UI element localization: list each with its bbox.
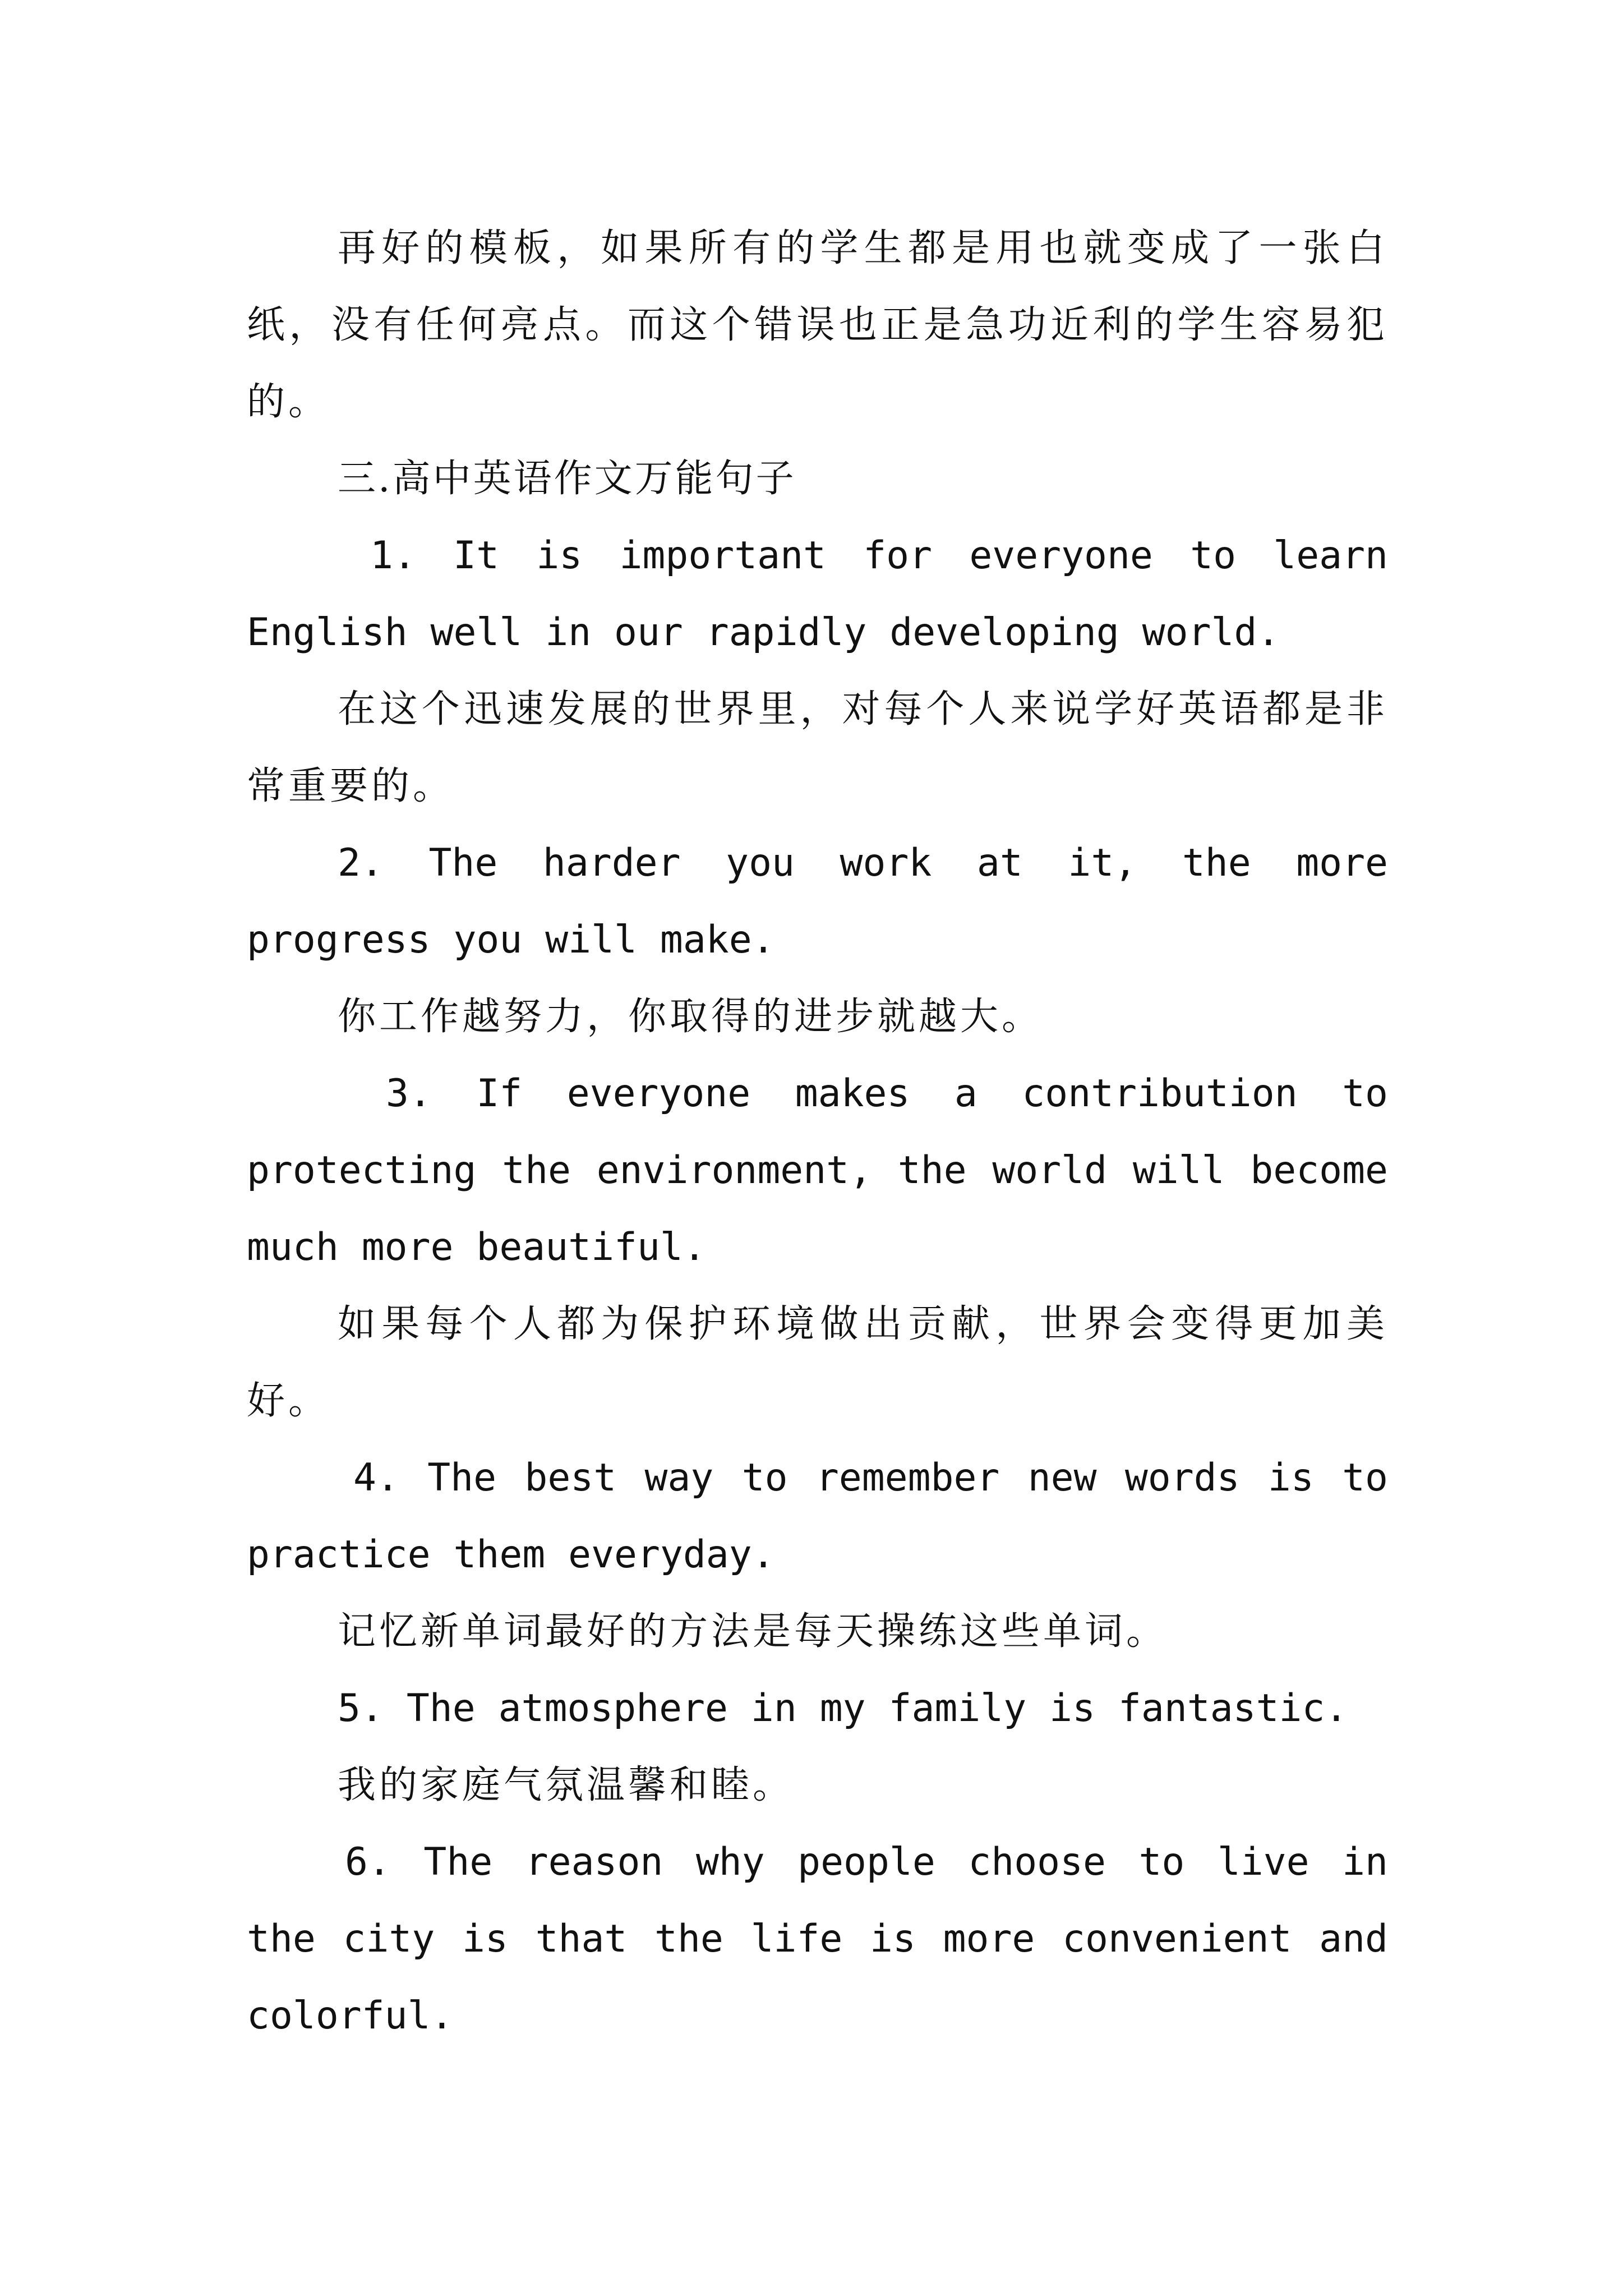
sentence-1-chinese: 在这个迅速发展的世界里，对每个人来说学好英语都是非常重要的。 [247, 687, 1388, 808]
sentence-2-chinese: 你工作越努力，你取得的进步就越大。 [338, 995, 1044, 1039]
sentence-5-english: 5. The atmosphere in my family is fantastic. [338, 1686, 1348, 1731]
sentence-1-english: 1. It is important for everyone to learn English well in our rapidly developing world. [247, 533, 1388, 655]
sentence-2-english: 2. The harder you work at it, the more progress you will make. [247, 841, 1388, 962]
sentence-4-chinese: 记忆新单词最好的方法是每天操练这些单词。 [338, 1609, 1168, 1654]
intro-paragraph: 再好的模板，如果所有的学生都是用也就变成了一张白纸，没有任何亮点。而这个错误也正是急功近利的学生容易犯的。 [247, 226, 1388, 424]
sentence-3-chinese: 如果每个人都为保护环境做出贡献，世界会变得更加美好。 [247, 1302, 1388, 1423]
sentence-4-english: 4. The best way to remember new words is to practice them everyday. [247, 1456, 1388, 1577]
sentence-3-english: 3. If everyone makes a contribution to protecting the environment, the world will become much more beautiful. [247, 1071, 1388, 1269]
sentence-6-english: 6. The reason why people choose to live in the city is that the life is more convenient and colorful. [247, 1840, 1388, 2038]
section-heading: 三.高中英语作文万能句子 [338, 457, 796, 501]
sentence-5-chinese: 我的家庭气氛温馨和睦。 [338, 1763, 795, 1807]
